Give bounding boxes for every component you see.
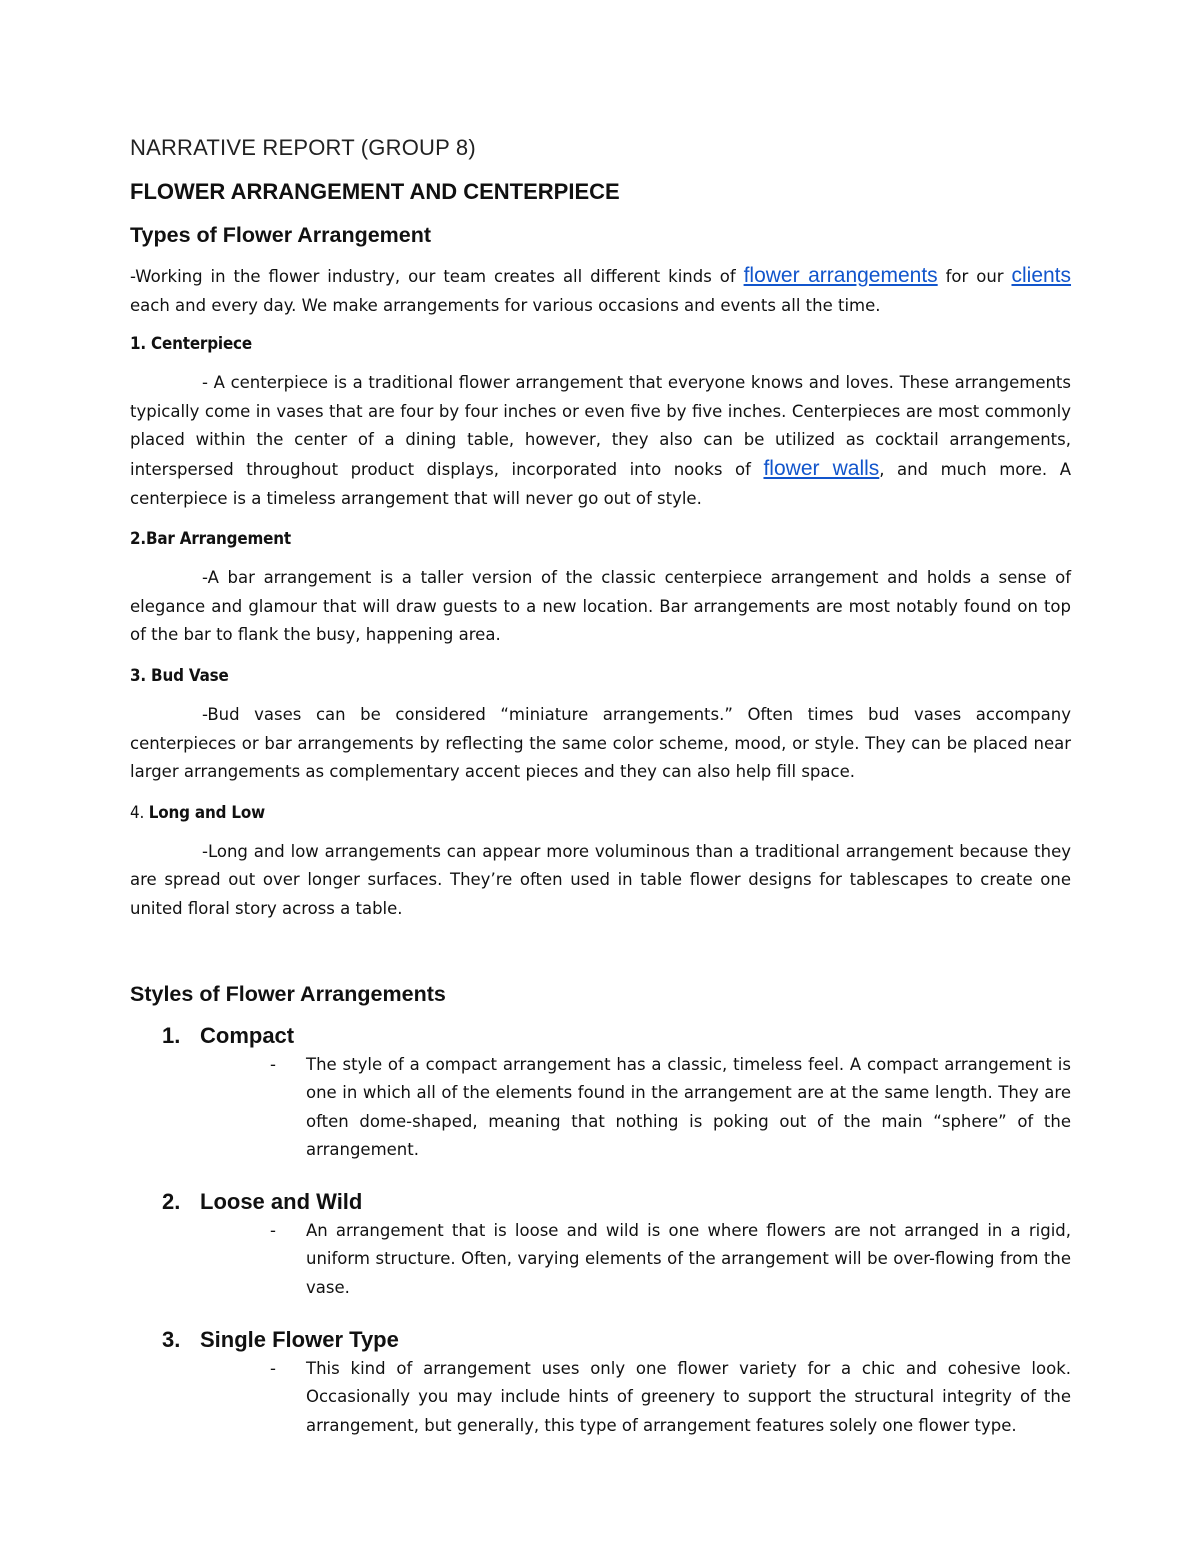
style-number: 3.	[162, 1326, 181, 1352]
style-title-loose-wild	[130, 1189, 1071, 1215]
clients-link[interactable]: clients	[1011, 264, 1072, 287]
report-title: NARRATIVE REPORT (GROUP 8)	[130, 135, 476, 160]
style-item-compact	[270, 1051, 1071, 1165]
centerpiece-text-1: - A centerpiece is a traditional flower arrangement that everyone knows and loves. These arrangements typically come in vases that are four by four inches or even five by five inches. Centerpieces are most commonly placed within the center of a dining table, however, they also can be utilized as cocktail arrangements, interspersed throughout product displays, incorporated into nooks of	[130, 373, 1071, 479]
style-number: 1.	[162, 1022, 181, 1048]
intro-text-2: for our	[937, 267, 1012, 286]
type-heading-bud-vase: 3. Bud Vase	[130, 665, 229, 685]
dash-bullet: -	[270, 1358, 276, 1378]
type-text-centerpiece	[130, 369, 1071, 513]
type-heading-long-low	[130, 803, 996, 822]
main-heading: FLOWER ARRANGEMENT AND CENTERPIECE	[130, 179, 620, 204]
style-item-loose-wild	[270, 1217, 1071, 1303]
type-heading-centerpiece: 1. Centerpiece	[130, 334, 252, 354]
style-name: Loose and Wild	[200, 1188, 363, 1214]
style-title-compact	[130, 1023, 1071, 1049]
style-text-loose-wild: An arrangement that is loose and wild is one where flowers are not arranged in a rigid, uniform structure. Often, varying elements of the arrangement will be over-flowing from the vase.	[306, 1220, 1071, 1298]
intro-paragraph	[130, 262, 1071, 320]
centerpiece-text-2: , and much more. A centerpiece is a timeless arrangement that will never go out of style.	[130, 459, 1071, 508]
type-heading-bar: 2.Bar Arrangement	[130, 529, 291, 549]
long-low-title: Long and Low	[148, 802, 265, 822]
style-number: 2.	[162, 1188, 181, 1214]
types-heading: Types of Flower Arrangement	[130, 223, 432, 247]
flower-walls-link[interactable]: flower walls	[763, 456, 880, 480]
intro-text-3: each and every day. We make arrangements for various occasions and events all the time.	[130, 295, 881, 315]
intro-text-1: -Working in the flower industry, our team creates all different kinds of	[130, 267, 744, 286]
style-text-single-flower: This kind of arrangement uses only one flower variety for a chic and cohesive look. Occasionally you may include hints of greenery to support the structural integrity of the arrangement, but generally, this type of arrangement features solely one flower type.	[306, 1358, 1071, 1435]
style-name: Single Flower Type	[200, 1326, 399, 1352]
style-item-single-flower	[270, 1355, 1071, 1441]
long-low-number: 4.	[130, 802, 149, 822]
style-name: Compact	[200, 1022, 295, 1048]
type-text-long-low: -Long and low arrangements can appear more voluminous than a traditional arrangement because they are spread out over longer surfaces. They’re often used in table flower designs for tablescapes to create one united floral story across a table.	[130, 841, 1071, 918]
dash-bullet: -	[270, 1054, 276, 1074]
flower-arrangements-link[interactable]: flower arrangements	[743, 264, 938, 287]
style-text-compact: The style of a compact arrangement has a classic, timeless feel. A compact arrangement is one in which all of the elements found in the arrangement are at the same length. They are often dome-shaped, meaning that nothing is poking out of the main “sphere” of the arrangement.	[306, 1054, 1071, 1160]
style-title-single-flower	[130, 1327, 1071, 1353]
document-page	[130, 130, 1071, 1440]
type-text-bar: -A bar arrangement is a taller version of the classic centerpiece arrangement and holds a sense of elegance and glamour that will draw guests to a new location. Bar arrangements are most notably found on top of the bar to flank the busy, happening area.	[130, 568, 1071, 645]
styles-heading: Styles of Flower Arrangements	[130, 981, 446, 1006]
dash-bullet: -	[270, 1220, 276, 1240]
type-text-bud-vase: -Bud vases can be considered “miniature arrangements.” Often times bud vases accompany centerpieces or bar arrangements by reflecting the same color scheme, mood, or style. They can be placed near larger arrangements as complementary accent pieces and they can also help fill space.	[130, 704, 1071, 782]
